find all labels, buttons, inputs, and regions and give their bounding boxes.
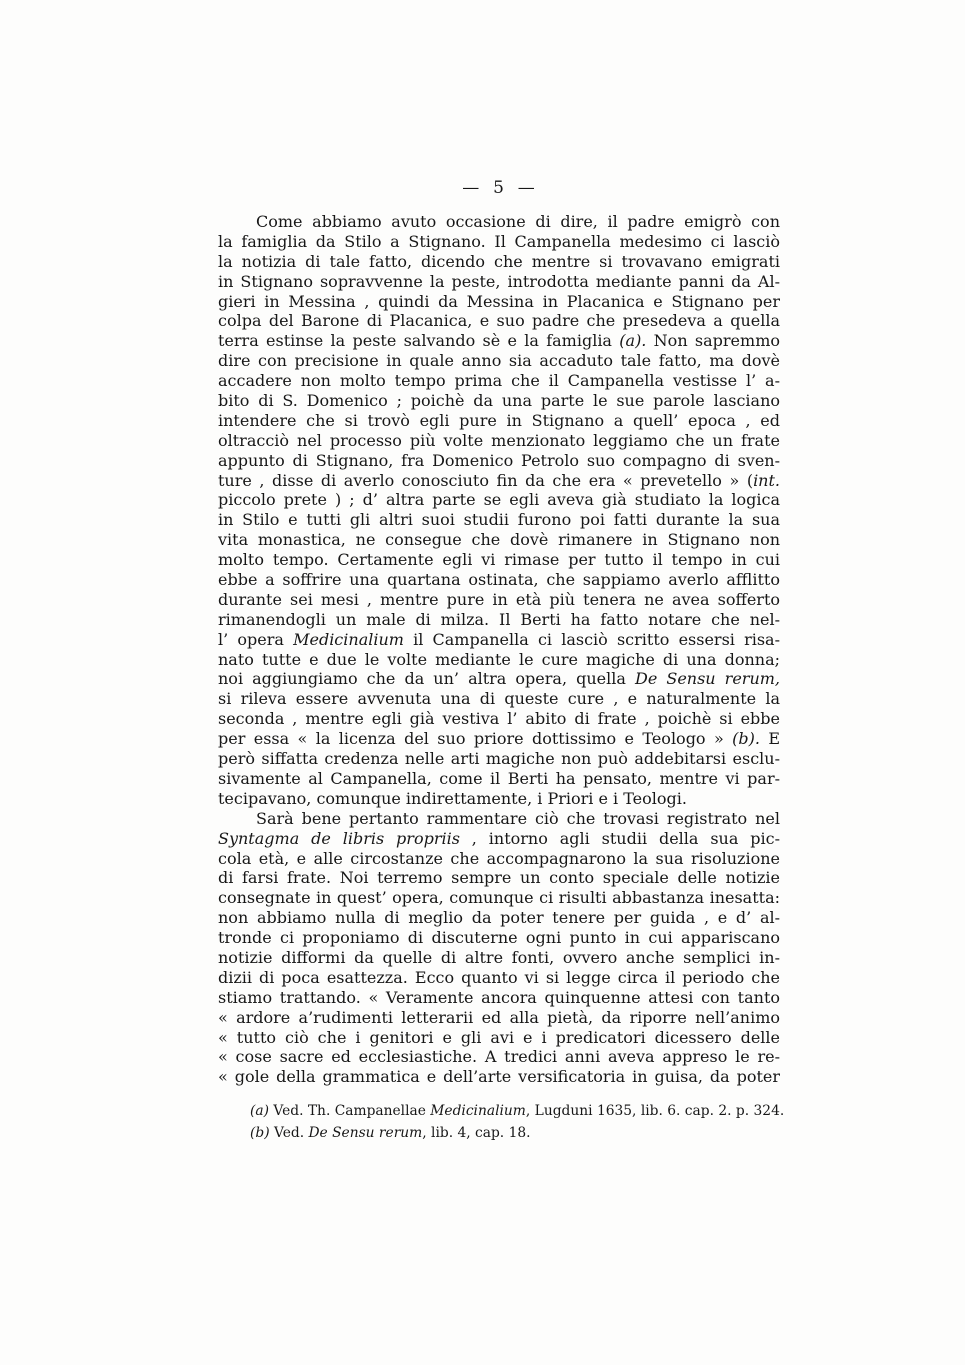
text-line	[218, 948, 780, 968]
body-text	[218, 212, 780, 1087]
footnote-line	[250, 1122, 790, 1144]
text-segment: ebbe a soffrire una quartana ostinata, che sappiamo averlo afflitto	[218, 570, 780, 590]
text-line	[218, 451, 780, 471]
text-line	[218, 351, 780, 371]
text-line	[218, 510, 780, 530]
text-segment: sivamente al Campanella, come il Berti ha pensato, mentre vi par-	[218, 768, 780, 788]
text-segment: non abbiamo nulla di meglio da poter tenere per guida , e d’ al-	[218, 908, 780, 928]
italic-text-segment: (b).	[732, 729, 760, 749]
text-line	[218, 590, 780, 610]
text-line	[218, 968, 780, 988]
text-segment: il Campanella ci lasciò scritto essersi risa-	[403, 629, 780, 649]
italic-text-segment: (a)	[250, 1103, 269, 1119]
text-segment: di farsi frate. Noi terremo sempre un conto speciale delle notizie	[218, 868, 780, 888]
text-segment: « ardore a’rudimenti letterarii ed alla pietà, da riporre nell’animo	[218, 1007, 780, 1027]
text-segment: « gole della grammatica e dell’arte versificatoria in guisa, da poter	[218, 1067, 780, 1087]
italic-text-segment: (b)	[250, 1125, 270, 1141]
text-line	[218, 391, 780, 411]
text-segment: si rileva essere avvenuta una di queste cure , e naturalmente la	[218, 689, 780, 709]
text-line	[218, 829, 780, 849]
italic-text-segment: Syntagma de libris propriis	[218, 828, 460, 848]
text-segment: , intorno agli studii della sua pic-	[459, 828, 780, 848]
text-segment: per essa « la licenza del suo priore dottissimo e Teologo »	[218, 729, 733, 749]
text-segment: cola età, e alle circostanze che accompagnarono la sua risoluzione	[218, 848, 780, 868]
text-segment: rimanendogli un male di milza. Il Berti ha fatto notare che nel-	[218, 609, 780, 629]
text-line	[218, 729, 780, 749]
text-segment: , lib. 4, cap. 18.	[422, 1125, 531, 1141]
text-line	[218, 471, 780, 491]
text-line	[218, 669, 780, 689]
text-line	[218, 689, 780, 709]
text-line	[218, 1067, 780, 1087]
text-segment: « tutto ciò che i genitori e gli avi e i predicatori dicessero delle	[218, 1027, 780, 1047]
italic-text-segment: (a).	[619, 331, 647, 351]
text-segment: molto tempo. Certamente egli vi rimase per tutto il tempo in cui	[218, 550, 780, 570]
text-segment: consegnate in quest’ opera, comunque ci risulti abbastanza inesatta:	[218, 888, 780, 908]
text-line	[218, 1047, 780, 1067]
text-segment: in Stilo e tutti gli altri suoi studii furono poi fatti durante la sua	[218, 510, 780, 530]
text-line	[218, 411, 780, 431]
text-line	[218, 849, 780, 869]
text-segment: nato tutte e due le volte mediante le cure magiche di una donna;	[218, 649, 780, 669]
text-segment: ture , disse di averlo conosciuto fin da che era « prevetello » (	[218, 470, 754, 490]
text-segment: dizii di poca esattezza. Ecco quanto vi si legge circa il periodo che	[218, 967, 780, 987]
text-line	[218, 1008, 780, 1028]
text-line	[218, 252, 780, 272]
text-segment: terra estinse la peste salvando sè e la famiglia	[218, 331, 620, 351]
text-segment: la famiglia da Stilo a Stignano. Il Campanella medesimo ci lasciò	[218, 231, 780, 251]
text-segment: dire con precisione in quale anno sia accaduto tale fatto, ma dovè	[218, 351, 780, 371]
text-line	[218, 908, 780, 928]
text-segment: l’ opera	[218, 629, 294, 649]
text-segment: Come abbiamo avuto occasione di dire, il padre emigrò con	[256, 212, 780, 231]
text-line	[218, 809, 780, 829]
text-segment: « cose sacre ed ecclesiastiche. A tredici anni aveva appreso le re-	[218, 1047, 780, 1067]
text-line	[218, 272, 780, 292]
footnote-line	[250, 1100, 790, 1122]
text-line	[218, 371, 780, 391]
text-line	[218, 769, 780, 789]
text-segment: Ved. Th. Campanellae	[269, 1103, 431, 1119]
text-line	[218, 490, 780, 510]
text-segment: bito di S. Domenico ; poichè da una parte le sue parole lasciano	[218, 391, 780, 411]
italic-text-segment: De Sensu rerum,	[634, 669, 780, 689]
text-line	[218, 988, 780, 1008]
text-segment: piccolo prete ) ; d’ altra parte se egli aveva già studiato la logica	[218, 490, 780, 510]
text-segment: oltracciò nel processo più volte menzionato leggiamo che un frate	[218, 430, 780, 450]
text-segment: in Stignano sopravvenne la peste, introdotta mediante panni da Al-	[218, 271, 780, 291]
text-segment: tecipavano, comunque indirettamente, i Priori e i Teologi.	[218, 788, 687, 808]
text-line	[218, 709, 780, 729]
text-line	[218, 530, 780, 550]
text-segment: intendere che si trovò egli pure in Stignano a quell’ epoca , ed	[218, 410, 780, 430]
text-line	[218, 292, 780, 312]
text-line	[218, 650, 780, 670]
text-line	[218, 868, 780, 888]
text-segment: Sarà bene pertanto rammentare ciò che trovasi registrato nel	[256, 808, 780, 828]
text-line	[218, 311, 780, 331]
text-line	[218, 212, 780, 232]
italic-text-segment: int.	[753, 470, 780, 490]
text-segment: stiamo trattando. « Veramente ancora quinquenne attesi con tanto	[218, 987, 780, 1007]
text-line	[218, 789, 780, 809]
text-line	[218, 550, 780, 570]
text-line	[218, 431, 780, 451]
text-segment: E	[759, 729, 780, 749]
text-segment: Ved.	[269, 1125, 309, 1141]
footnotes	[250, 1100, 790, 1144]
text-segment: Non sapremmo	[646, 331, 780, 351]
text-segment: la notizia di tale fatto, dicendo che mentre si trovavano emigrati	[218, 251, 780, 271]
text-segment: notizie difformi da quelle di altre fonti, ovvero anche semplici in-	[218, 947, 780, 967]
text-segment: tronde ci proponiamo di discuterne ogni punto in cui appariscano	[218, 928, 780, 948]
text-segment: gieri in Messina , quindi da Messina in Placanica e Stignano per	[218, 291, 780, 311]
page-number: — 5 —	[462, 178, 536, 198]
text-segment: seconda , mentre egli già vestiva l’ abito di frate , poichè si ebbe	[218, 709, 780, 729]
text-segment: noi aggiungiamo che da un’ altra opera, quella	[218, 669, 635, 689]
text-segment: vita monastica, ne consegue che dovè rimanere in Stignano non	[218, 530, 780, 550]
text-line	[218, 749, 780, 769]
text-segment: , Lugduni 1635, lib. 6. cap. 2. p. 324.	[525, 1103, 785, 1119]
italic-text-segment: Medicinalium	[293, 629, 404, 649]
italic-text-segment: Medicinalium	[430, 1103, 526, 1119]
text-line	[218, 570, 780, 590]
text-line	[218, 888, 780, 908]
text-segment: durante sei mesi , mentre pure in età più tenera ne avea sofferto	[218, 589, 780, 609]
text-line	[218, 232, 780, 252]
text-segment: appunto di Stignano, fra Domenico Petrolo suo compagno di sven-	[218, 450, 780, 470]
text-segment: accadere non molto tempo prima che il Campanella vestisse l’ a-	[218, 371, 780, 391]
text-segment: colpa del Barone di Placanica, e suo padre che presedeva a quella	[218, 311, 780, 331]
text-line	[218, 331, 780, 351]
text-line	[218, 630, 780, 650]
text-line	[218, 610, 780, 630]
text-segment: però siffatta credenza nelle arti magiche non può addebitarsi esclu-	[218, 749, 780, 769]
text-line	[218, 928, 780, 948]
italic-text-segment: De Sensu rerum	[308, 1125, 423, 1141]
text-line	[218, 1028, 780, 1048]
